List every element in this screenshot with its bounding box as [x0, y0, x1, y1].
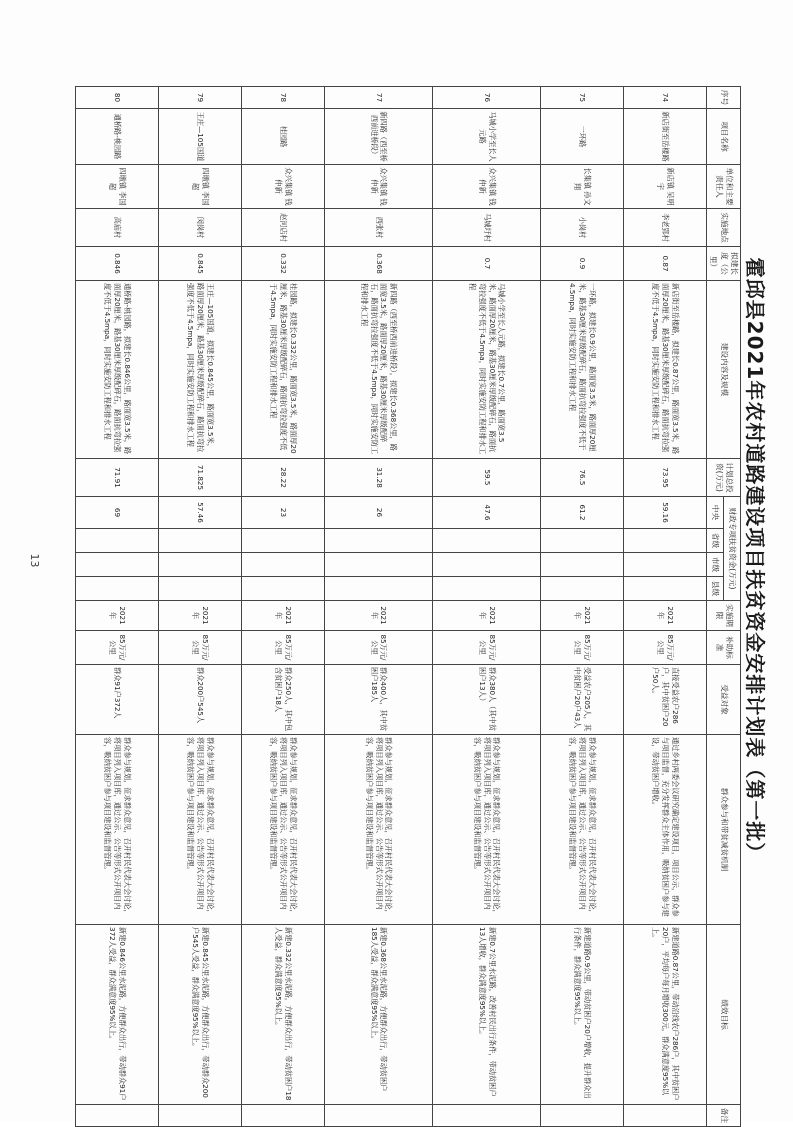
- header-subsidy: 补助标准: [707, 631, 741, 665]
- table-row: [159, 87, 242, 1127]
- cell-mechanism: 群众参与规划，征求群众意见，召开村民代表大会讨论，将项目列入项目库，通过公示、公告等形式公开项目内容，吸纳贫困户参与项目建设和监督管理。: [76, 735, 159, 925]
- cell-note: [541, 1105, 624, 1127]
- cell-note: [242, 1105, 325, 1127]
- cell-mechanism: 群众参与规划，征求群众意见，召开村民代表大会讨论，将项目列入项目库，通过公示、公告等形式公开项目内容，吸纳贫困户参与项目建设和监督管理。: [242, 735, 325, 925]
- cell-central: 47.6: [433, 497, 541, 529]
- cell-note: [159, 1105, 242, 1127]
- cell-content: 桂园路，拟建长0.332公里，路面宽3.5米，路面厚20厘米，路基30厘米厚级配碎石，路面抗弯拉强度不低于4.5mpa，同时实施安防工程和排水工程: [242, 281, 325, 459]
- table-body: [76, 87, 707, 1127]
- cell-seq: 74: [624, 87, 707, 109]
- cell-content: 马城小学至长人元路，拟建长0.7公里，路面宽3.5米，路面厚20厘米，路基30厘米厚级配碎石，路面抗弯拉强度不低于4.5mpa，同时实施安防工程和排水工程: [433, 281, 541, 459]
- cell-goal: 新建道路0.9公里，带动贫困户20户增收，提升群众出行条件，群众满意度95%以上。: [541, 925, 624, 1105]
- cell-unit: 四墩镇 李国超: [159, 165, 242, 209]
- cell-length: 0.7: [433, 247, 541, 281]
- cell-content: 王庄—105国道，拟建长0.845公里，路面宽3.5米，路面厚20厘米，路基30厘米厚级配碎石，路面抗弯拉强度不低于4.5mpa，同时实施安防工程和排水工程: [159, 281, 242, 459]
- table-row: [541, 87, 624, 1127]
- cell-county: [624, 577, 707, 601]
- header-note: 备注: [707, 1105, 741, 1127]
- cell-location: 小岗村: [541, 209, 624, 247]
- cell-province: [159, 529, 242, 553]
- cell-central: 26: [325, 497, 433, 529]
- cell-city: [624, 553, 707, 577]
- cell-county: [433, 577, 541, 601]
- cell-length: 0.87: [624, 247, 707, 281]
- cell-unit: 众兴集镇 钱仲新: [433, 165, 541, 209]
- cell-county: [242, 577, 325, 601]
- cell-period: 2021年: [159, 601, 242, 631]
- cell-content: 新店街至岳楼路，拟建长0.87公里，路面宽3.5米，路面厚20厘米，路基30厘米厚级配碎石，路面抗弯拉强度不低于4.5mpa，同时实施安防工程和排水工程: [624, 281, 707, 459]
- cell-subsidy: 85万元/公里: [433, 631, 541, 665]
- cell-goal: 新建0.7公里水泥路，改善村民出行条件，带动贫困户13人增收，群众满意度95%以上。: [433, 925, 541, 1105]
- cell-period: 2021年: [624, 601, 707, 631]
- cell-location: 高庙村: [76, 209, 159, 247]
- cell-beneficiaries: 直接受益农户286户，其中贫困户20户50人。: [624, 665, 707, 735]
- cell-total: 71.825: [159, 459, 242, 497]
- cell-total: 76.5: [541, 459, 624, 497]
- cell-city: [242, 553, 325, 577]
- cell-county: [325, 577, 433, 601]
- cell-name: 一环路: [541, 109, 624, 165]
- cell-seq: 79: [159, 87, 242, 109]
- cell-beneficiaries: 群众91户372人: [76, 665, 159, 735]
- cell-unit: 长集镇 孙文翔: [541, 165, 624, 209]
- cell-goal: 新建0.332公里水泥路，方便群众出行，带动贫困户18人受益，群众满意度95%以上。: [242, 925, 325, 1105]
- cell-location: 闵岗村: [159, 209, 242, 247]
- cell-county: [76, 577, 159, 601]
- cell-note: [433, 1105, 541, 1127]
- cell-name: 马城小学至长人元路: [433, 109, 541, 165]
- cell-city: [325, 553, 433, 577]
- cell-province: [541, 529, 624, 553]
- cell-length: 0.845: [159, 247, 242, 281]
- header-length: 拟建长度（公里）: [707, 247, 741, 281]
- cell-central: 59.16: [624, 497, 707, 529]
- cell-location: 马城圩村: [433, 209, 541, 247]
- table-row: [76, 87, 159, 1127]
- cell-province: [433, 529, 541, 553]
- header-period: 实施期限: [707, 601, 741, 631]
- page-number: 13: [28, 553, 41, 568]
- cell-name: 王庄—105国道: [159, 109, 242, 165]
- cell-length: 0.368: [325, 247, 433, 281]
- cell-subsidy: 85万元/公里: [76, 631, 159, 665]
- cell-city: [541, 553, 624, 577]
- cell-total: 31.28: [325, 459, 433, 497]
- header-city: 市级: [707, 553, 724, 577]
- cell-subsidy: 85万元/公里: [624, 631, 707, 665]
- cell-note: [624, 1105, 707, 1127]
- cell-content: 新四路（西至桥西前进桥段），拟建长0.368公里，路面宽3.5米，路面厚20厘米，路基30厘米厚级配碎石，路面抗弯拉强度不低于4.5mpa，同时实施安防工程和排水工程: [325, 281, 433, 459]
- page-title: 霍邱县2021年农村道路建设项目扶贫资金安排计划表（第一批）: [743, 257, 767, 864]
- cell-period: 2021年: [433, 601, 541, 631]
- cell-beneficiaries: 群众200户545人: [159, 665, 242, 735]
- cell-goal: 新建0.846公里水泥路，方便群众出行，带动群众91户372人受益，群众满意度95%以上。: [76, 925, 159, 1105]
- header-beneficiaries: 受益对象: [707, 665, 741, 735]
- cell-county: [541, 577, 624, 601]
- cell-length: 0.332: [242, 247, 325, 281]
- cell-beneficiaries: 群众250人，其中包含贫困户18人: [242, 665, 325, 735]
- cell-subsidy: 85万元/公里: [242, 631, 325, 665]
- header-content: 建设内容及规模: [707, 281, 741, 459]
- cell-mechanism: 群众参与规划，征求群众意见，召开村民代表大会讨论，将项目列入项目库，通过公示、公告等形式公开项目内容，吸纳贫困户参与项目建设和监督管理。: [541, 735, 624, 925]
- cell-period: 2021年: [325, 601, 433, 631]
- header-central: 中央: [707, 497, 724, 529]
- header-funds-group: 财政专项扶贫资金(万元): [724, 497, 741, 601]
- cell-name: 新四路（西至桥西前进桥段）: [325, 109, 433, 165]
- cell-mechanism: 通过乡村两委会议研究确定建设项目，项目公示，群众参与项目监督，充分发挥群众主体作用，吸纳贫困户参与建设，带动贫困户增收。: [624, 735, 707, 925]
- cell-unit: 众兴集镇 钱仲新: [242, 165, 325, 209]
- table-row: [433, 87, 541, 1127]
- cell-province: [76, 529, 159, 553]
- cell-name: 桂园路: [242, 109, 325, 165]
- cell-seq: 78: [242, 87, 325, 109]
- cell-central: 57.46: [159, 497, 242, 529]
- cell-city: [76, 553, 159, 577]
- header-goal: 绩效目标: [707, 925, 741, 1105]
- cell-location: 西张村: [325, 209, 433, 247]
- cell-seq: 77: [325, 87, 433, 109]
- cell-mechanism: 群众参与规划，征求群众意见，召开村民代表大会讨论，将项目列入项目库，通过公示、公告等形式公开项目内容，吸纳贫困户参与项目建设和监督管理。: [433, 735, 541, 925]
- cell-unit: 四墩镇 李国超: [76, 165, 159, 209]
- cell-unit: 众兴集镇 钱仲新: [325, 165, 433, 209]
- header-province: 省级: [707, 529, 724, 553]
- cell-name: 通桥路-桃园路: [76, 109, 159, 165]
- header-row: [724, 87, 741, 1127]
- funding-table: [75, 86, 741, 1127]
- cell-seq: 76: [433, 87, 541, 109]
- cell-unit: 新店镇 吴明宇: [624, 165, 707, 209]
- cell-province: [242, 529, 325, 553]
- table-row: [242, 87, 325, 1127]
- cell-name: 新店街至岳楼路: [624, 109, 707, 165]
- table-row: [325, 87, 433, 1127]
- header-mechanism: 群众参与和带贫减贫机制: [707, 735, 741, 925]
- cell-goal: 新建道路0.87公里，带动沿线农户286户，其中贫困户20户，平均每户每月增收300元，群众满意度95%以上。: [624, 925, 707, 1105]
- cell-mechanism: 群众参与规划，征求群众意见，召开村民代表大会讨论，将项目列入项目库，通过公示、公告等形式公开项目内容，吸纳贫困户参与项目建设和监督管理。: [159, 735, 242, 925]
- cell-goal: 新建0.845公里水泥路，方便群众出行，带动群众200户545人受益，群众满意度95%以上。: [159, 925, 242, 1105]
- cell-goal: 新建0.368公里水泥路，方便群众出行，带动贫困户185人受益，群众满意度95%以上。: [325, 925, 433, 1105]
- cell-beneficiaries: 受益农户205人，其中贫困户20户43人: [541, 665, 624, 735]
- cell-province: [325, 529, 433, 553]
- cell-seq: 80: [76, 87, 159, 109]
- cell-note: [325, 1105, 433, 1127]
- cell-location: 赵河店村: [242, 209, 325, 247]
- cell-length: 0.9: [541, 247, 624, 281]
- header-county: 县级: [707, 577, 724, 601]
- cell-seq: 75: [541, 87, 624, 109]
- cell-mechanism: 群众参与规划，征求群众意见，召开村民代表大会讨论，将项目列入项目库，通过公示、公告等形式公开项目内容，吸纳贫困户参与项目建设和监督管理。: [325, 735, 433, 925]
- cell-county: [159, 577, 242, 601]
- cell-province: [624, 529, 707, 553]
- cell-city: [433, 553, 541, 577]
- cell-subsidy: 85万元/公里: [159, 631, 242, 665]
- cell-period: 2021年: [76, 601, 159, 631]
- header-seq: 序号: [707, 87, 741, 109]
- cell-subsidy: 85万元/公里: [325, 631, 433, 665]
- header-unit: 单位和主要责任人: [707, 165, 741, 209]
- cell-length: 0.846: [76, 247, 159, 281]
- cell-total: 71.91: [76, 459, 159, 497]
- cell-total: 73.95: [624, 459, 707, 497]
- cell-central: 61.2: [541, 497, 624, 529]
- cell-beneficiaries: 群众380人（其中贫困户13人）: [433, 665, 541, 735]
- cell-period: 2021年: [242, 601, 325, 631]
- cell-city: [159, 553, 242, 577]
- cell-central: 69: [76, 497, 159, 529]
- cell-location: 李老郢村: [624, 209, 707, 247]
- header-name: 项目名称: [707, 109, 741, 165]
- cell-content: 通桥路-桃园路，拟建长0.846公里，路面宽3.5米，路面厚20厘米，路基30厘米厚级配碎石，路面抗弯拉强度不低于4.5mpa，同时实施安防工程和排水工程: [76, 281, 159, 459]
- cell-beneficiaries: 群众400人，其中贫困户185人: [325, 665, 433, 735]
- cell-note: [76, 1105, 159, 1127]
- cell-total: 28.22: [242, 459, 325, 497]
- cell-content: 一环路，拟建长0.9公里，路面宽3.5米，路面厚20厘米，路基30厘米厚级配碎石，路面抗弯拉强度不低于4.5mpa，同时实施安防工程和排水工程: [541, 281, 624, 459]
- cell-period: 2021年: [541, 601, 624, 631]
- table-row: [624, 87, 707, 1127]
- cell-total: 59.5: [433, 459, 541, 497]
- cell-central: 23: [242, 497, 325, 529]
- header-total: 计划总投资(万元): [707, 459, 741, 497]
- header-location: 实施地点: [707, 209, 741, 247]
- cell-subsidy: 85万元/公里: [541, 631, 624, 665]
